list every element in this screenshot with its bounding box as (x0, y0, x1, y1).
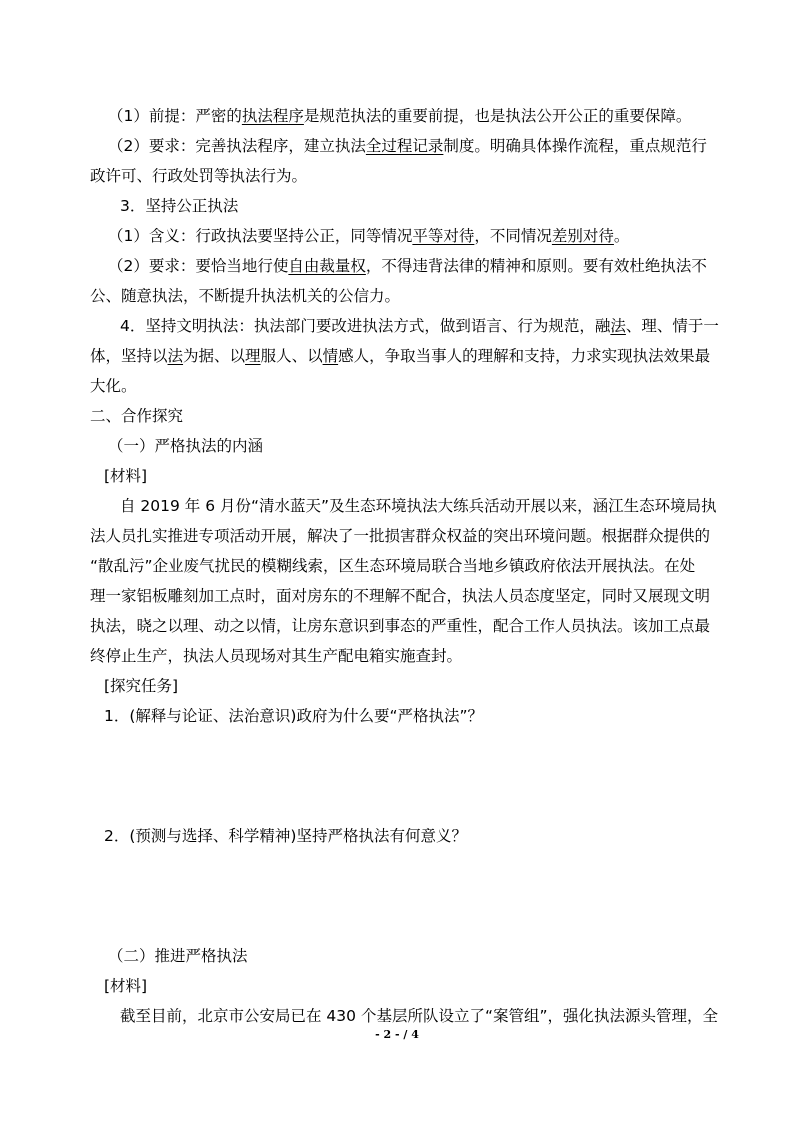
paragraph-line: 4．坚持文明执法：执法部门要改进执法方式，做到语言、行为规范，融法、理、情于一 (120, 317, 719, 335)
paragraph-line: “散乱污”企业废气扰民的模糊线索，区生态环境局联合当地乡镇政府依法开展执法。在处 (90, 557, 696, 575)
underlined-term: 法 (167, 347, 184, 365)
paragraph-line: 体，坚持以法为据、以理服人、以情感人，争取当事人的理解和支持，力求实现执法效果最 (90, 347, 711, 365)
question-1: 1．(解释与论证、法治意识)政府为什么要“严格执法”？ (104, 707, 484, 725)
paragraph-line: 大化。 (90, 377, 137, 395)
material-label: [材料] (104, 977, 148, 995)
subsection-heading: （一）严格执法的内涵 (108, 437, 264, 455)
paragraph-line: （2）要求：要恰当地行使自由裁量权，不得违背法律的精神和原则。要有效杜绝执法不 (108, 257, 707, 275)
paragraph-line: 理一家铝板雕刻加工点时，面对房东的不理解不配合，执法人员态度坚定，同时又展现文明 (90, 587, 711, 605)
underlined-term: 自由裁量权 (288, 257, 366, 275)
paragraph-line: 自 2019 年 6 月份“清水蓝天”及生态环境执法大练兵活动开展以来，涵江生态环境局执 (120, 497, 717, 515)
underlined-term: 法 (610, 317, 626, 335)
underlined-term: 差别对待 (551, 227, 614, 245)
paragraph-line: 公、随意执法，不断提升执法机关的公信力。 (90, 287, 401, 305)
question-2: 2．(预测与选择、科学精神)坚持严格执法有何意义？ (104, 827, 467, 845)
paragraph-line: 截至目前，北京市公安局已在 430 个基层所队设立了“案管组”，强化执法源头管理，全 (120, 1007, 719, 1025)
underlined-term: 平等对待 (412, 227, 475, 245)
underlined-term: 执法程序 (241, 107, 304, 125)
paragraph-line: （1）前提：严密的执法程序是规范执法的重要前提，也是执法公开公正的重要保障。 (108, 107, 692, 125)
task-label: [探究任务] (104, 677, 179, 695)
paragraph-line: （2）要求：完善执法程序，建立执法全过程记录制度。明确具体操作流程，重点规范行 (108, 137, 707, 155)
material-label: [材料] (104, 467, 148, 485)
paragraph-line: 终停止生产，执法人员现场对其生产配电箱实施查封。 (90, 647, 463, 665)
paragraph-line: （1）含义：行政执法要坚持公正，同等情况平等对待，不同情况差别对待。 (108, 227, 630, 245)
paragraph-line: 执法，晓之以理、动之以情，让房东意识到事态的严重性，配合工作人员执法。该加工点最 (90, 617, 711, 635)
page-number: - 2 - / 4 (375, 1028, 419, 1041)
paragraph-line: 法人员扎实推进专项活动开展，解决了一批损害群众权益的突出环境问题。根据群众提供的 (90, 527, 711, 545)
section-heading: 二、合作探究 (90, 407, 184, 425)
section-heading: 3．坚持公正执法 (120, 197, 239, 215)
subsection-heading: （二）推进严格执法 (108, 947, 248, 965)
underlined-term: 理 (245, 347, 261, 365)
underlined-term: 情 (322, 347, 339, 365)
underlined-term: 全过程记录 (365, 137, 444, 155)
paragraph-line: 政许可、行政处罚等执法行为。 (90, 167, 308, 185)
